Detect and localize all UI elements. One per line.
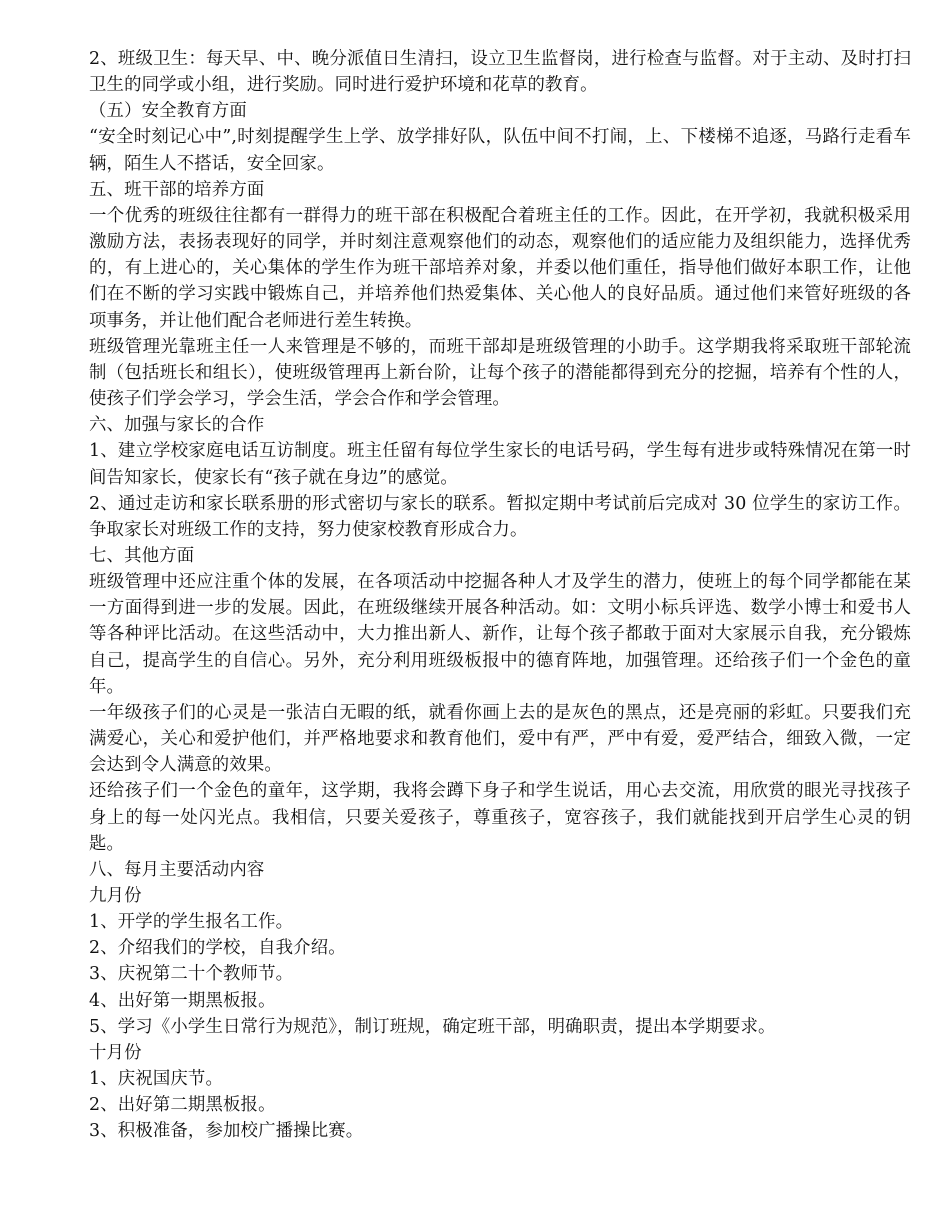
list-item-sept-4: 4、出好第一期黑板报。	[89, 990, 276, 1011]
paragraph-class-cadre-2: 班级管理光靠班主任一人来管理是不够的，而班干部却是班级管理的小助手。这学期我将采取班干部轮流制（包括班长和组长），使班级管理再上新台阶，让每个孩子的潜能都得到充分的挖掘，培养有个性的人，使孩子们学会学习，学会生活，学会合作和学会管理。	[89, 336, 911, 410]
paragraph-parent-phone: 1、建立学校家庭电话互访制度。班主任留有每位学生家长的电话号码，学生每有进步或特殊情况在第一时间告知家长，使家长有“孩子就在身边”的感觉。	[89, 441, 911, 488]
paragraph-other-3: 还给孩子们一个金色的童年，这学期，我将会蹲下身子和学生说话，用心去交流，用欣赏的眼光寻找孩子身上的每一处闪光点。我相信，只要关爱孩子，尊重孩子，宽容孩子，我们就能找到开启学生心灵的钥匙。	[89, 781, 911, 854]
heading-other-aspects: 七、其他方面	[89, 545, 195, 566]
list-item-sept-5: 5、学习《小学生日常行为规范》，制订班规，确定班干部，明确职责，提出本学期要求。	[89, 1016, 776, 1037]
paragraph-safety: “安全时刻记心中”,时刻提醒学生上学、放学排好队，队伍中间不打闹，上、下楼梯不追逐，马路行走看车辆，陌生人不搭话，安全回家。	[89, 127, 911, 174]
paragraph-other-2: 一年级孩子们的心灵是一张洁白无暇的纸，就看你画上去的是灰色的黑点，还是亮丽的彩虹。只要我们充满爱心，关心和爱护他们，并严格地要求和教育他们，爱中有严，严中有爱，爱严结合，细致入微，一定会达到令人满意的效果。	[89, 702, 911, 776]
heading-october: 十月份	[89, 1042, 142, 1063]
list-item-sept-2: 2、介绍我们的学校，自我介绍。	[89, 938, 346, 959]
heading-safety-education: （五）安全教育方面	[89, 101, 247, 122]
paragraph-other-1: 班级管理中还应注重个体的发展，在各项活动中挖掘各种人才及学生的潜力，使班上的每个同学都能在某一方面得到进一步的发展。因此，在班级继续开展各种活动。如：文明小标兵评选、数学小博士和爱书人等各种评比活动。在这些活动中，大力推出新人、新作，让每个孩子都敢于面对大家展示自我，充分锻炼自己，提高学生的自信心。另外，充分利用班级板报中的德育阵地，加强管理。还给孩子们一个金色的童年。	[89, 572, 911, 697]
list-item-sept-3: 3、庆祝第二十个教师节。	[89, 964, 294, 985]
document-page	[89, 46, 911, 1145]
heading-class-cadre: 五、班干部的培养方面	[89, 179, 265, 200]
paragraph-parent-visit: 2、通过走访和家长联系册的形式密切与家长的联系。暂拟定期中考试前后完成对 30 位学生的家访工作。争取家长对班级工作的支持，努力使家校教育形成合力。	[89, 493, 911, 540]
paragraph-class-cadre-1: 一个优秀的班级往往都有一群得力的班干部在积极配合着班主任的工作。因此，在开学初，我就积极采用激励方法，表扬表现好的同学，并时刻注意观察他们的动态，观察他们的适应能力及组织能力，选择优秀的，有上进心的，关心集体的学生作为班干部培养对象，并委以他们重任，指导他们做好本职工作，让他们在不断的学习实践中锻炼自己，并培养他们热爱集体、关心他人的良好品质。通过他们来管好班级的各项事务，并让他们配合老师进行差生转换。	[89, 205, 911, 331]
heading-september: 九月份	[89, 886, 142, 906]
list-item-oct-3: 3、积极准备，参加校广播操比赛。	[89, 1121, 364, 1142]
list-item-sept-1: 1、开学的学生报名工作。	[89, 912, 294, 933]
list-item-oct-1: 1、庆祝国庆节。	[89, 1069, 223, 1090]
heading-parent-cooperation: 六、加强与家长的合作	[89, 415, 265, 436]
list-item-oct-2: 2、出好第二期黑板报。	[89, 1095, 276, 1116]
heading-monthly-activities: 八、每月主要活动内容	[89, 859, 265, 880]
paragraph-class-hygiene: 2、班级卫生：每天早、中、晚分派值日生清扫，设立卫生监督岗，进行检查与监督。对于主动、及时打扫卫生的同学或小组，进行奖励。同时进行爱护环境和花草的教育。	[89, 49, 911, 96]
